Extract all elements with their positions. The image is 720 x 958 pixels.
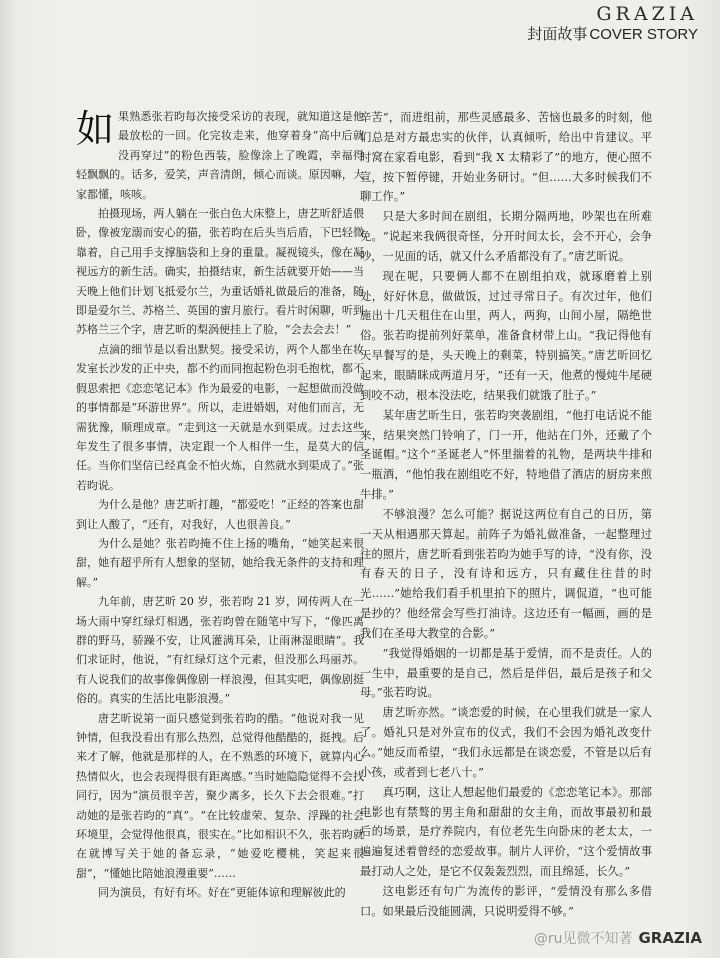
- footer-brand: GRAZIA: [638, 929, 702, 947]
- weibo-watermark: @ru见微不知著: [533, 931, 633, 947]
- article-paragraph: “我觉得婚姻的一切都是基于爱情，而不是责任。人的一生中，最重要的是自己，然后是伴侣，最后是孩子和父母。”张若昀说。: [360, 646, 652, 700]
- masthead: [527, 4, 698, 44]
- article-paragraph: 为什么是他？唐艺昕打趣，“都爱吃！”正经的答案也甜到让人酸了，“还有，对我好，人也很善良。”: [76, 498, 364, 531]
- article-paragraph: 拍摄现场，两人躺在一张白色大床整上，唐艺昕舒适偎卧，像被宠溺而安心的猫，张若昀在后头当后盾，下巴轻微靠着，自己用手支撑脑袋和上身的重量。凝视镜头，像在凝视远方的新生活。确实，拍摄结束，新生活就要开始——当天晚上他们计划飞抵爱尔兰，为重话婚礼做最后的准备，随即是爱尔兰、苏格兰、英国的蜜月旅行。看片时闲聊，听到苏格兰三个字，唐艺昕的梨涡便挂上了脸，“会去会去！”: [76, 207, 364, 337]
- article-paragraph: 如果熟悉张若昀每次接受采访的表现，就知道这是他最放松的一回。化完妆走来，他穿着身“高中后就没再穿过”的粉色西装，脸像涂上了晚霞，幸福得轻飘飘的。话多，爱笑，声音清朗，倾心而谈。原因嘛，大家都懂，咳咳。: [76, 107, 364, 201]
- article-paragraph: 为什么是她？张若昀掩不住上扬的嘴角，“她笑起来很甜，她有超乎所有人想象的坚韧，她给我无条件的支持和理解。”: [76, 536, 364, 589]
- brand-logo: GRAZIA: [596, 3, 698, 25]
- article-paragraph: 唐艺昕亦然。“谈恋爱的时候，在心里我们就是一家人了。婚礼只是对外宣布的仪式，我们不会因为婚礼改变什么。”她反而希望，“我们永远都是在谈恋爱，不管是以后有小孩，或者到七老八十。”: [360, 706, 652, 779]
- article-paragraph: 同为演员，有好有坏。好在“更能体谅和理解彼此的: [98, 886, 346, 900]
- left-column: [76, 107, 364, 903]
- article-paragraph: 真巧啊，这让人想起他们最爱的《恋恋笔记本》。那部电影也有禁骜的男主角和甜甜的女主角，而故事最初和最后的场景，是疗养院内，有位老先生向卧床的老太太，一遍遍复述着曾经的恋爱故事。制片人评价，“这个爱情故事最打动人之处，是它不仅轰轰烈烈，而且绵延，长久。”: [360, 785, 652, 879]
- drop-cap: 如: [76, 107, 115, 151]
- article-paragraph: 不够浪漫？怎么可能？据说这两位有自己的日历，第一天从相遇那天算起。前阵子为婚礼做准备，一起整理过往的照片，唐艺昕看到张若昀为她手写的诗，“没有你，没有春天的日子，没有诗和远方，只有藏住往昔的时光……”她给我们看手机里拍下的照片，调侃道，“也可能是抄的？他经常会写些打油诗。这边还有一幅画，画的是我们在圣母大教堂的合影。”: [360, 507, 652, 640]
- article-paragraph: 唐艺昕说第一面只感觉到张若昀的酷。“他说对我一见钟情，但我没看出有那么热烈，总觉得他酷酷的，挺拽。后来才了解，他就是那样的人，在不熟悉的环境下，就算内心热情似火，也会表现得很有距离感。”当时她隐隐觉得不会找同行，因为“演员很辛苦，聚少离多，长久下去会很难。”打动她的是张若昀的“真”。“在比较虚荣、复杂、浮躁的社会环境里，会觉得他很真，很实在。”比如相识不久，张若昀就在就博写关于她的备忘录，“她爱吃樱桃，笑起来很甜”，“懂她比陪她浪漫重要”……: [76, 711, 364, 880]
- article-paragraph: 只是大多时间在剧组，长期分隔两地，吵架也在所难免。“说起来我俩很奇怪，分开时间太长，会不开心，会争吵，一见面的话，就又什么矛盾都没有了。”唐艺昕说。: [360, 210, 652, 263]
- section-label: [527, 25, 698, 44]
- section-label-cn: 封面故事: [527, 25, 588, 43]
- right-column: [360, 108, 652, 922]
- article-paragraph: 现在呢，只要俩人都不在剧组拍戏，就琢磨着上别处，好好休息，做做饭，过过寻常日子。有次过年，他们施出十几天租住在山里，两人，两狗，山间小屋，隔绝世俗。张若昀提前列好菜单，准备食材带上山。“我记得他有天早餐写的是，头天晚上的剩菜，特别搞笑。”唐艺昕回忆起来，眼睛眯成两道月牙，“还有一天，他煮的慢炖牛尾硬到咬不动，根本没法吃，结果我们就饿了肚子。”: [360, 269, 652, 402]
- section-label-en: COVER STORY: [589, 26, 698, 43]
- article-paragraph: 这电影还有句广为流传的影评，“爱情没有那么多借口。如果最后没能圆满，只说明爱得不够。”: [360, 884, 652, 918]
- page-footer: [534, 928, 702, 948]
- article-paragraph-continued: 辛苦”，而进组前，那些灵感最多、苦恼也最多的时刻，他们总是对方最忠实的伙伴，认真倾听，给出中肯建议。平时窝在家看电影，看到“我 X 太精彩了”的地方，便心照不宣，按下暂停键，开始业务研讨。“但……大多时候我们不聊工作。”: [360, 111, 652, 204]
- article-paragraph: 点滴的细节是以看出默契。接受采访，两个人都坐在妆发室长沙发的正中央，都不约而同抱起粉色羽毛抱枕，都不假思索把《恋恋笔记本》作为最爱的电影，一起想做而没做的事情都是“环游世界”。所以，走进婚姻，对他们而言，无需犹豫，顺理成章。“走到这一天就是水到渠成。过去这些年发生了很多事情，决定跟一个人相伴一生，是莫大的信任。当你们坚信已经真金不怕火炼，自然就水到渠成了。”张若昀说。: [76, 342, 364, 492]
- article-paragraph: 九年前，唐艺昕 20 岁，张若昀 21 岁，网传两人在一场大雨中穿红绿灯相遇，张若昀曾在随笔中写下，“像匹离群的野马，骄躁不安，让风灌满耳朵，让雨淋湿眼睛”。我们求证时，他说，“有红绿灯这个元素，但没那么玛丽苏。有人说我们的故事像偶像剧一样浪漫，但其实吧，偶像剧挺俗的。真实的生活比电影浪漫。”: [76, 595, 364, 706]
- article-paragraph: 某年唐艺昕生日，张若昀突袭剧组，“他打电话说不能来，结果突然门铃响了，门一开，他站在门外，还戴了个圣诞帽。”这个“圣诞老人”怀里揣着的礼物，是两块牛排和一瓶酒，“他怕我在剧组吃不好，特地借了酒店的厨房来煎牛排。”: [360, 408, 652, 502]
